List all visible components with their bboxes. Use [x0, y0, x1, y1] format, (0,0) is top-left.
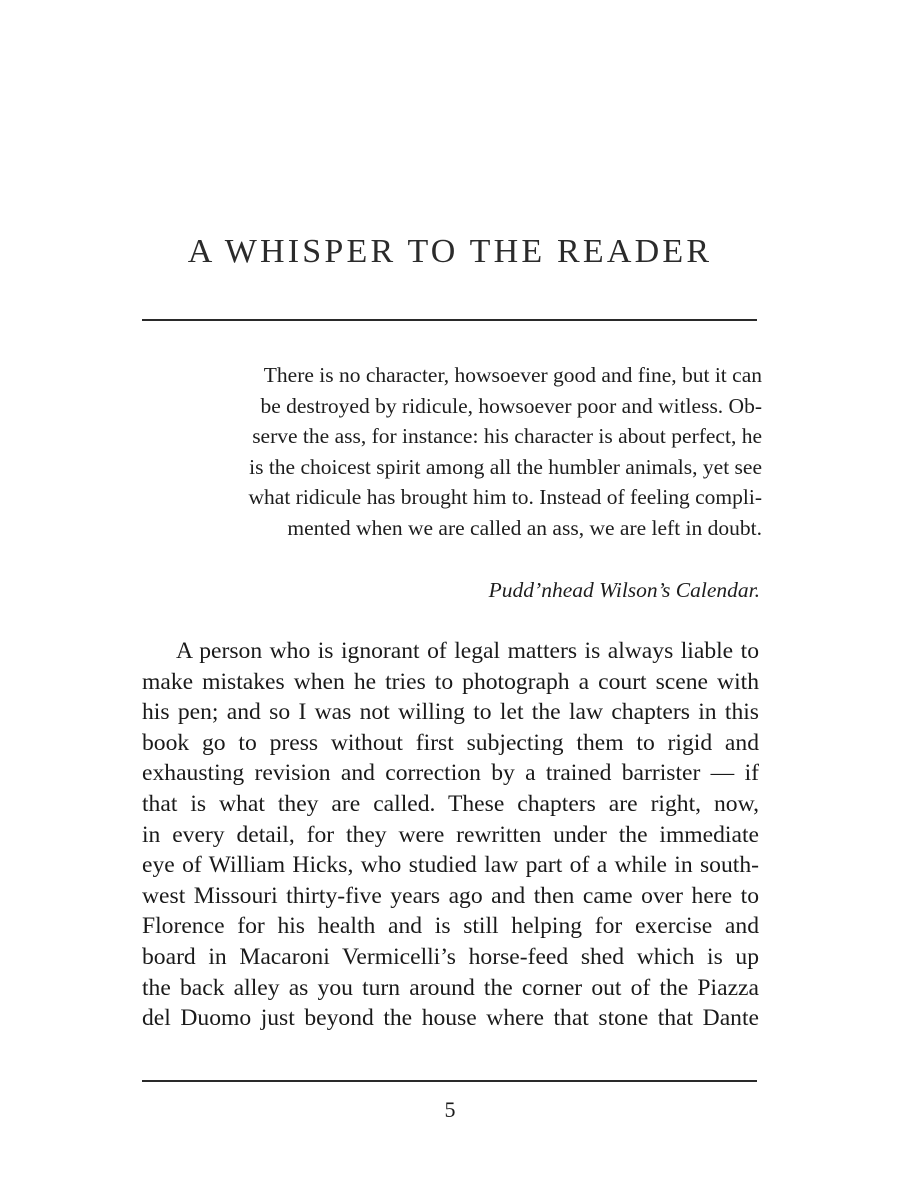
bottom-rule — [142, 1080, 757, 1082]
body-line: A person who is ignorant of legal matters is always liable to — [176, 638, 759, 664]
body-line: his pen; and so I was not willing to let the law chapters in this — [142, 699, 759, 726]
epigraph-line: There is no character, howsoever good and fine, but it can — [263, 363, 762, 387]
body-line: Florence for his health and is still helping for exercise and — [142, 913, 759, 940]
body-line: that is what they are called. These chapters are right, now, — [142, 790, 759, 817]
epigraph-line: what ridicule has brought him to. Instead of feeling compli- — [248, 485, 762, 509]
top-rule — [142, 319, 757, 321]
body-line: board in Macaroni Vermicelli’s horse-feed shed which is up — [142, 943, 759, 970]
body-line: book go to press without first subjecting them to rigid and — [142, 729, 759, 756]
body-line: make mistakes when he tries to photograph a court scene with — [142, 668, 759, 695]
page-number: 5 — [444, 1097, 456, 1122]
epigraph-line: be destroyed by ridicule, howsoever poor and witless. Ob- — [260, 393, 762, 418]
epigraph-line: mented when we are called an ass, we are left in doubt. — [287, 515, 762, 540]
body-paragraph — [142, 636, 759, 1034]
body-line: eye of William Hicks, who studied law part of a while in south- — [142, 852, 759, 879]
body-line: west Missouri thirty-five years ago and then came over here to — [142, 882, 759, 909]
body-line: in every detail, for they were rewritten under the immediate — [142, 821, 759, 848]
chapter-title: A WHISPER TO THE READER — [187, 233, 713, 270]
body-line: del Duomo just beyond the house where that stone that Dante — [142, 1005, 759, 1032]
epigraph — [210, 360, 762, 543]
body-line: exhausting revision and correction by a trained barrister — if — [142, 760, 759, 787]
epigraph-line: is the choicest spirit among all the humbler animals, yet see — [249, 454, 762, 479]
body-line: the back alley as you turn around the corner out of the Piazza — [142, 974, 759, 1001]
epigraph-attribution: Pudd’nhead Wilson’s Calendar. — [488, 578, 760, 602]
epigraph-line: serve the ass, for instance: his character is about perfect, he — [252, 424, 762, 448]
